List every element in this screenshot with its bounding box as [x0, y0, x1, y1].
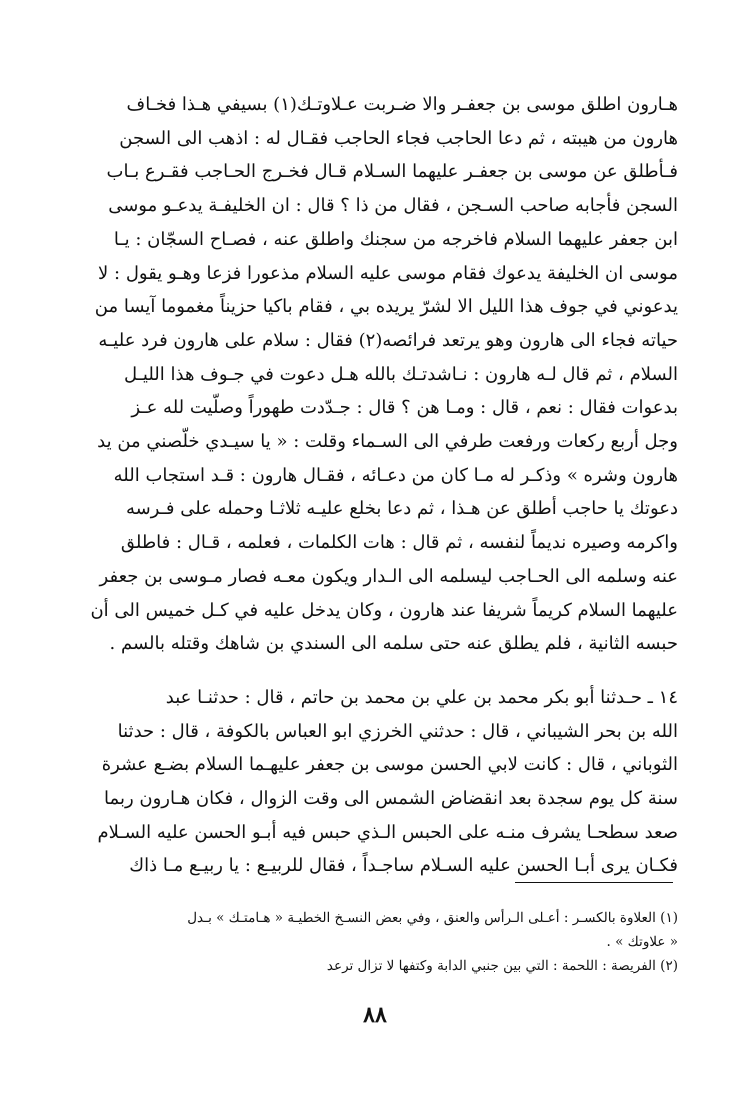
text-line: ١٤ ـ حـدثنا أبو بكر محمد بن علي بن محمد بن حاتم ، قال : حدثنـا عبد	[165, 686, 678, 708]
text-line: فـأطلق عن موسى بن جعفـر عليهما السـلام قـال فخـرج الحـاجب فقـرع بـاب	[106, 161, 678, 183]
text-line: وجل أربع ركعات ورفعت طرفي الى السـماء وقلت : « يا سيـدي خلّصني من يد	[97, 431, 678, 453]
text-line: حياته فجاء الى هارون وهو يرتعد فرائصه(٢) فقال : سلام على هارون فرد عليـه	[98, 329, 678, 351]
text-line: واكرمه وصيره نديماً لنفسه ، ثم قال : هات الكلمات ، فعلمه ، قـال : فاطلق	[120, 532, 678, 554]
footnote-separator	[515, 882, 673, 883]
text-line: حبسه الثانية ، فلم يطلق عنه حتى سلمه الى السندي بن شاهك وقتله بالسم .	[109, 633, 678, 655]
text-line: السجن فأجابه صاحب السـجن ، فقال من ذا ؟ قال : ان الخليفـة يدعـو موسى	[108, 195, 678, 217]
footnote-1-line: (١) العلاوة بالكسـر : أعـلى الـرأس والعنق ، وفي بعض النسـخ الخطيـة « هـامتـك » بـدل	[187, 910, 678, 926]
text-line: هارون من هيبته ، ثم دعا الحاجب فجاء الحاجب فقـال له : اذهب الى السجن	[119, 127, 678, 149]
text-line: صعد سطحـا يشرف منـه على الحبس الـذي حبس فيه أبـو الحسن عليه السـلام	[97, 821, 678, 843]
text-line: هـارون اطلق موسى بن جعفـر والا ضـربت عـلاوتـك(١) بسيفي هـذا فخـاف	[126, 94, 678, 115]
text-line: دعوتك يا حاجب أطلق عن هـذا ، ثم دعا بخلع عليـه ثلاثـا وحمله على فـرسه	[125, 498, 678, 520]
footnote-2: (٢) الفريصة : اللحمة : التي بين جنبي الدابة وكتفها لا تزال ترعد	[326, 958, 678, 974]
page-number: ٨٨	[363, 1002, 387, 1028]
text-line: فكـان يرى أبـا الحسن عليه السـلام ساجـداً ، فقال للربيـع : يا ربيـع مـا ذاك	[129, 855, 678, 877]
text-line: سنة كل يوم سجدة بعد انقضاض الشمس الى وقت الزوال ، فكان هـارون ربما	[104, 788, 678, 810]
text-line: الثوباني ، قال : كانت لابي الحسن موسى بن جعفر عليهـما السلام بضـع عشرة	[101, 754, 678, 776]
text-line: الله بن بحر الشيباني ، قال : حدثني الخرزي ابو العباس بالكوفة ، قال : حدثنا	[117, 720, 678, 742]
text-line: ابن جعفر عليهما السلام فاخرجه من سجنك واطلق عنه ، فصـاح السجّان : يـا	[113, 228, 678, 250]
text-line: بدعوات فقال : نعم ، قال : ومـا هن ؟ قال : جـدّدت طهوراً وصلّيت لله عـز	[131, 397, 678, 419]
paragraph-1	[78, 88, 678, 661]
footnote-1-line: « علاوتك » .	[606, 934, 678, 950]
text-line: عنه وسلمه الى الحـاجب ليسلمه الى الـدار ويكون معـه فصار مـوسى بن جعفر	[99, 565, 678, 587]
text-line: هارون وشره » وذكـر له مـا كان من دعـائه ، فقـال هارون : قـد استجاب الله	[113, 464, 678, 486]
book-page	[78, 88, 678, 883]
text-line: السلام ، ثم قال لـه هارون : نـاشدتـك بالله هـل دعوت في جـوف هذا الليـل	[124, 363, 678, 385]
main-text	[78, 88, 678, 883]
paragraph-2	[78, 681, 678, 883]
text-line: عليهما السلام كريماً شريفا عند هارون ، وكان يدخل عليه في كـل خميس الى أن	[90, 599, 678, 621]
text-line: موسى ان الخليفة يدعوك فقام موسى عليه السلام مذعورا فزعا وهـو يقول : لا	[98, 262, 678, 284]
text-line: يدعوني في جوف هذا الليل الا لشرّ يريده بي ، فقام باكيا حزيناً مغموما آيسا من	[94, 296, 678, 318]
footnotes	[78, 906, 678, 978]
